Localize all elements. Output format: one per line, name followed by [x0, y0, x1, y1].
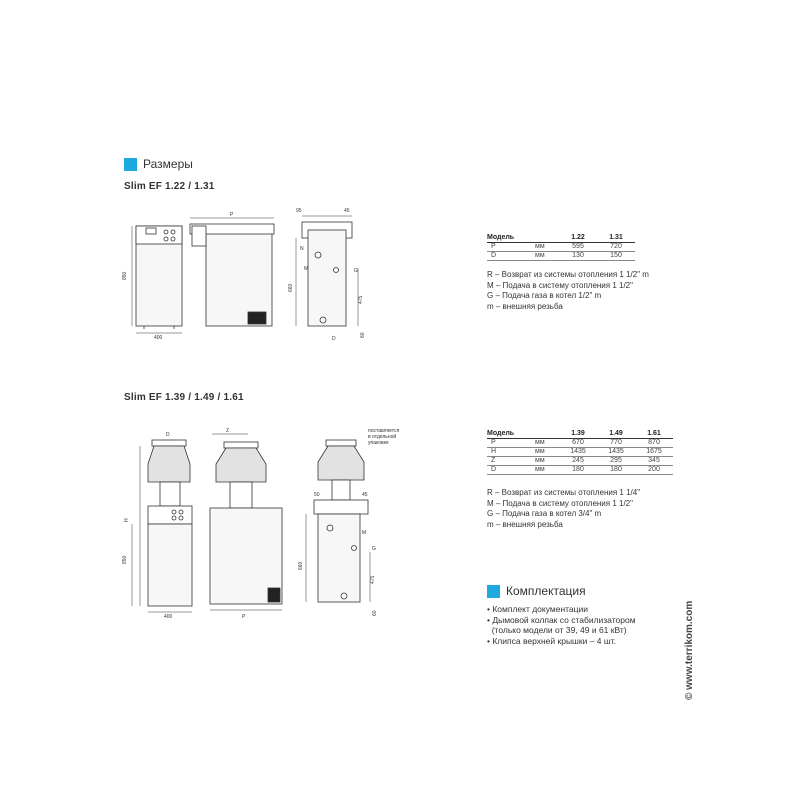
- section-kit-icon: [487, 585, 500, 598]
- table-cell: H: [487, 448, 535, 457]
- block1-dim-side-top2: 45: [344, 208, 350, 214]
- table-cell: 595: [559, 243, 597, 252]
- block2-label-m: M: [362, 530, 367, 536]
- table-row: [487, 243, 635, 252]
- table-cell: P: [487, 439, 535, 448]
- section-dimensions-icon: [124, 158, 137, 171]
- block1-label-m: M: [304, 266, 309, 272]
- block2-dim-depth: P: [242, 614, 246, 620]
- block2-dim-bottom: 60: [372, 610, 378, 616]
- block2-dim-h: H: [124, 518, 130, 522]
- table-header-cell: 1.22: [559, 234, 597, 243]
- kit-list: [487, 604, 636, 646]
- table-header-cell: Модель: [487, 234, 535, 243]
- block2-note-line1: поставляется: [368, 428, 400, 434]
- front-view: [132, 440, 192, 612]
- block2-dim-width: 400: [164, 614, 173, 620]
- table-cell: мм: [535, 439, 559, 448]
- block2-note-line3: упаковке: [368, 440, 389, 446]
- table-cell: 245: [559, 457, 597, 466]
- table-cell: мм: [535, 252, 559, 261]
- table-cell: Z: [487, 457, 535, 466]
- block2-dim-side-top2: 45: [362, 492, 368, 498]
- legend-item: R – Возврат из системы отопления 1 1/2" m: [487, 270, 649, 279]
- block2-note-line2: в отдельной: [368, 434, 397, 440]
- legend-item: M – Подача в систему отопления 1 1/2": [487, 498, 633, 508]
- block2-dim-r: 475: [370, 575, 376, 584]
- block2-label-g: G: [372, 546, 376, 552]
- table-header-cell: 1.31: [597, 234, 635, 243]
- table-row: [487, 466, 673, 475]
- block1-dim-h: 660: [288, 283, 294, 292]
- table-header-cell: [535, 430, 559, 439]
- table-header-cell: Модель: [487, 430, 535, 439]
- legend-item: m – внешняя резьба: [487, 301, 563, 311]
- list-item: • Комплект документации: [487, 604, 589, 614]
- table-cell: 295: [597, 457, 635, 466]
- table-header-cell: 1.39: [559, 430, 597, 439]
- watermark: © www.terrikom.com: [684, 600, 695, 700]
- block1-model-title: Slim EF 1.22 / 1.31: [124, 181, 215, 192]
- table-cell: 770: [597, 439, 635, 448]
- block1-label-g: G: [354, 268, 358, 274]
- block1-dim-depth: P: [230, 212, 234, 218]
- list-item: (только модели от 39, 49 и 61 кВт): [487, 625, 627, 635]
- table-cell: 130: [559, 252, 597, 261]
- table-cell: 1435: [597, 448, 635, 457]
- table-cell: 670: [559, 439, 597, 448]
- legend-item: G – Подача газа в котел 3/4" m: [487, 509, 602, 518]
- list-item: • Дымовой колпак со стабилизатором: [487, 614, 636, 625]
- table-cell: 720: [597, 243, 635, 252]
- block2-dim-height: 850: [122, 555, 128, 564]
- block1-dim-r: 475: [358, 295, 364, 304]
- block1-dim-width: 400: [154, 335, 163, 341]
- block1-dim-height: 850: [122, 271, 128, 280]
- block1-dim-bottom: 60: [360, 332, 366, 338]
- block2-drawing: [118, 420, 408, 620]
- legend-item: G – Подача газа в котел 1/2" m: [487, 291, 602, 300]
- side-view: [210, 434, 282, 610]
- table-cell: 200: [635, 466, 673, 475]
- table-row: [487, 252, 635, 261]
- block2-spec-table: [487, 430, 673, 475]
- list-item: • Клипса верхней крышки – 4 шт.: [487, 635, 617, 646]
- table-header-cell: 1.61: [635, 430, 673, 439]
- legend-item: R – Возврат из системы отопления 1 1/4": [487, 488, 641, 497]
- block2-dim-z: Z: [226, 428, 230, 434]
- table-row: [487, 448, 673, 457]
- block2-dim-side-top: 50: [314, 492, 320, 498]
- table-cell: D: [487, 466, 535, 475]
- table-cell: 1675: [635, 448, 673, 457]
- table-header-cell: 1.49: [597, 430, 635, 439]
- table-header-cell: [535, 234, 559, 243]
- block2-dim-h660: 660: [298, 561, 304, 570]
- rear-view: [306, 440, 370, 602]
- block1-legend: [487, 270, 649, 312]
- block2-model-title: Slim EF 1.39 / 1.49 / 1.61: [124, 392, 244, 403]
- table-cell: 150: [597, 252, 635, 261]
- table-cell: 345: [635, 457, 673, 466]
- section-kit-title: Комплектация: [506, 584, 586, 598]
- table-cell: 180: [559, 466, 597, 475]
- table-cell: 1435: [559, 448, 597, 457]
- section-dimensions-title: Размеры: [143, 157, 193, 171]
- legend-item: M – Подача в систему отопления 1 1/2": [487, 280, 633, 290]
- block1-label-d: D: [332, 336, 336, 342]
- side-view: [190, 218, 274, 326]
- block1-label-n: N: [300, 246, 304, 252]
- table-cell: мм: [535, 466, 559, 475]
- table-cell: 870: [635, 439, 673, 448]
- table-cell: P: [487, 243, 535, 252]
- front-view: [132, 226, 182, 333]
- table-cell: мм: [535, 448, 559, 457]
- table-cell: мм: [535, 457, 559, 466]
- block2-legend: [487, 488, 640, 530]
- block1-drawing: [118, 200, 368, 345]
- block1-spec-table: [487, 234, 635, 261]
- table-cell: 180: [597, 466, 635, 475]
- block2-dim-d: D: [166, 432, 170, 438]
- table-cell: мм: [535, 243, 559, 252]
- block1-dim-side-top: 95: [296, 208, 302, 214]
- legend-item: m – внешняя резьба: [487, 519, 563, 529]
- table-row: [487, 457, 673, 466]
- table-cell: D: [487, 252, 535, 261]
- table-row: [487, 439, 673, 448]
